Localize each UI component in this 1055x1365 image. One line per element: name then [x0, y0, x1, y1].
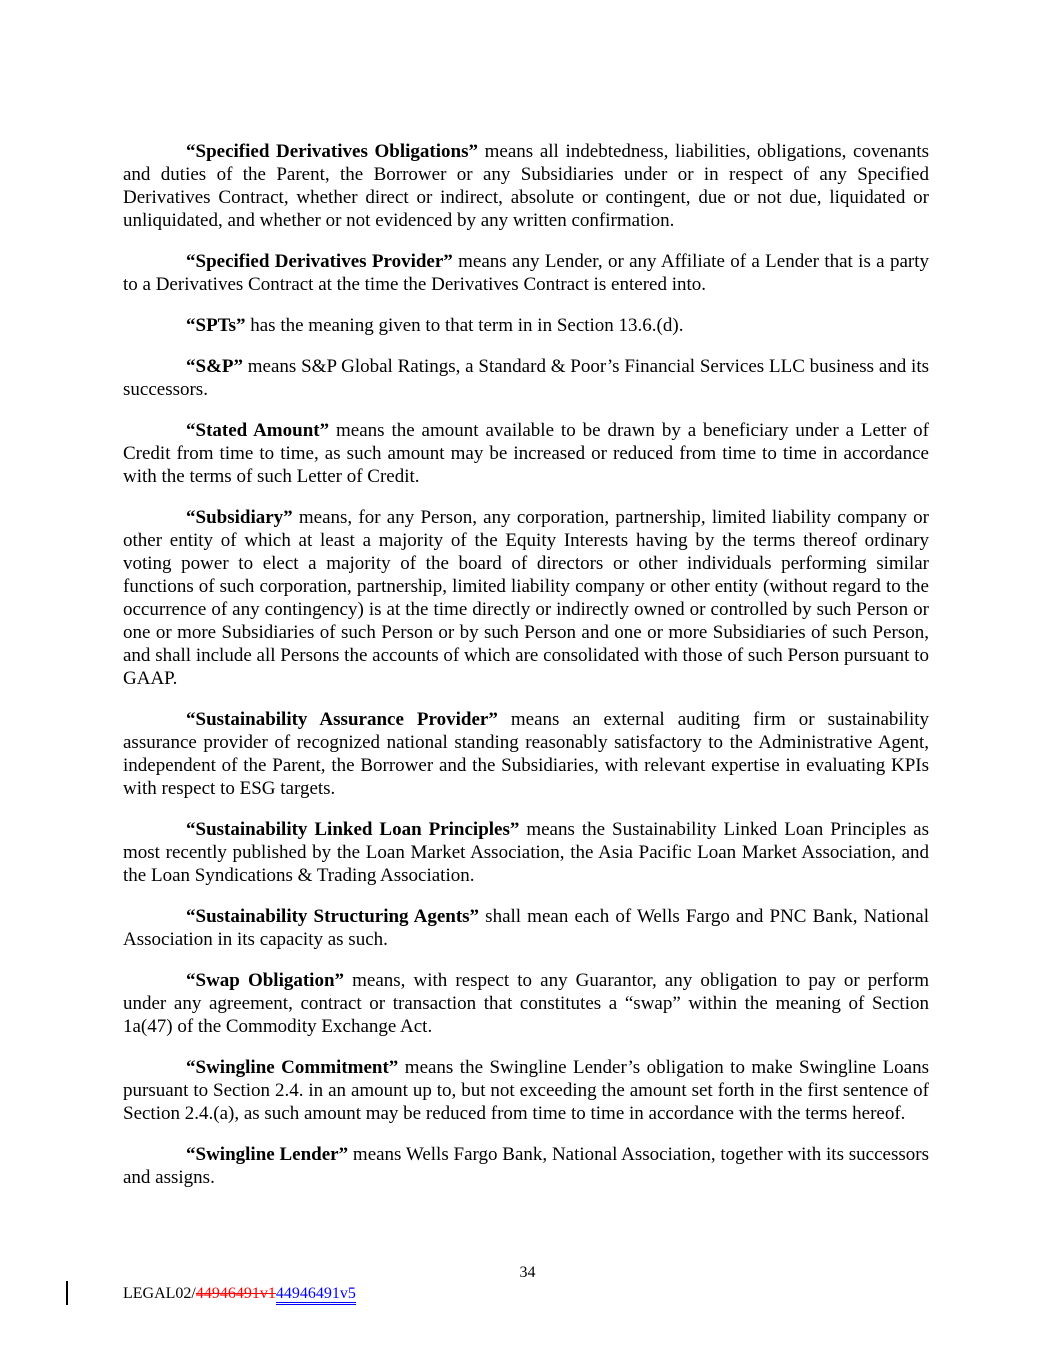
definition-text: means, with respect to any Guarantor, any obligation to pay or perform under any agreement, contract or transaction that constitutes a “swap” within the meaning of Section 1a(47) of the Commodity Exchange Act. — [123, 970, 929, 1037]
definition-paragraph — [123, 818, 929, 887]
definition-text: means the amount available to be drawn by a beneficiary under a Letter of Credit from time to time, as such amount may be increased or reduced from time to time in accordance with the terms of such Letter of Credit. — [123, 420, 929, 487]
definition-paragraph — [123, 506, 929, 690]
definition-paragraph — [123, 708, 929, 800]
definition-text: means the Sustainability Linked Loan Principles as most recently published by the Loan Market Association, the Asia Pacific Loan Market Association, and the Loan Syndications & Trading Association. — [123, 819, 929, 886]
defined-term: “Swingline Commitment” — [186, 1057, 399, 1078]
definition-text: means all indebtedness, liabilities, obligations, covenants and duties of the Parent, the Borrower or any Subsidiaries under or in respect of any Specified Derivatives Contract, whether direct or indirect, absolute or contingent, due or not due, liquidated or unliquidated, and whether or not evidenced by any written confirmation. — [123, 141, 929, 231]
definition-text: means S&P Global Ratings, a Standard & Poor’s Financial Services LLC business and its successors. — [123, 356, 929, 400]
page-number: 34 — [519, 1264, 536, 1281]
document-footer — [123, 1284, 356, 1304]
defined-term: “Sustainability Assurance Provider” — [186, 709, 498, 730]
definition-text: means Wells Fargo Bank, National Association, together with its successors and assigns. — [123, 1144, 929, 1188]
definition-text: has the meaning given to that term in in Section 13.6.(d). — [245, 315, 684, 336]
defined-term: “Swingline Lender” — [186, 1144, 349, 1165]
definition-paragraph — [123, 355, 929, 401]
inserted-doc-number: 44946491v5 — [276, 1285, 356, 1305]
definition-paragraph — [123, 1056, 929, 1125]
definition-text: means an external auditing firm or sustainability assurance provider of recognized national standing reasonably satisfactory to the Administrative Agent, independent of the Parent, the Borrower and the Subsidiaries, with relevant expertise in evaluating KPIs with respect to ESG targets. — [123, 709, 930, 799]
defined-term: “Sustainability Linked Loan Principles” — [186, 819, 520, 840]
footer-prefix: LEGAL02/ — [123, 1285, 196, 1302]
defined-term: “SPTs” — [186, 315, 246, 336]
definition-text: means any Lender, or any Affiliate of a Lender that is a party to a Derivatives Contract at the time the Derivatives Contract is entered into. — [123, 251, 930, 295]
definition-paragraph — [123, 314, 929, 337]
definition-text: shall mean each of Wells Fargo and PNC Bank, National Association in its capacity as such. — [123, 906, 929, 950]
defined-term: “Swap Obligation” — [186, 970, 345, 991]
definition-paragraph — [123, 1143, 929, 1189]
definition-paragraph — [123, 419, 929, 488]
definition-paragraph — [123, 969, 929, 1038]
revision-change-bar — [66, 1281, 68, 1305]
defined-term: “S&P” — [186, 356, 243, 377]
defined-term: “Sustainability Structuring Agents” — [186, 906, 480, 927]
definition-paragraph — [123, 250, 929, 296]
definition-text: means the Swingline Lender’s obligation to make Swingline Loans pursuant to Section 2.4. in an amount up to, but not exceeding the amount set forth in the first sentence of Section 2.4.(a), as such amount may be reduced from time to time in accordance with the terms hereof. — [123, 1057, 930, 1124]
definition-text: means, for any Person, any corporation, partnership, limited liability company or other entity of which at least a majority of the Equity Interests having by the terms thereof ordinary voting power to elect a majority of the board of directors or other individuals performing similar functions of such corporation, partnership, limited liability company or other entity (without regard to the occurrence of any contingency) is at the time directly or indirectly owned or controlled by such Person or one or more Subsidiaries of such Person or by such Person and one or more Subsidiaries of such Person, and shall include all Persons the accounts of which are consolidated with those of such Person pursuant to GAAP. — [123, 507, 929, 689]
defined-term: “Specified Derivatives Provider” — [186, 251, 453, 272]
defined-term: “Stated Amount” — [186, 420, 330, 441]
definitions-section — [123, 140, 929, 1207]
defined-term: “Specified Derivatives Obligations” — [186, 141, 478, 162]
definition-paragraph — [123, 140, 929, 232]
definition-paragraph — [123, 905, 929, 951]
defined-term: “Subsidiary” — [186, 507, 293, 528]
deleted-doc-number: 44946491v1 — [195, 1285, 276, 1302]
